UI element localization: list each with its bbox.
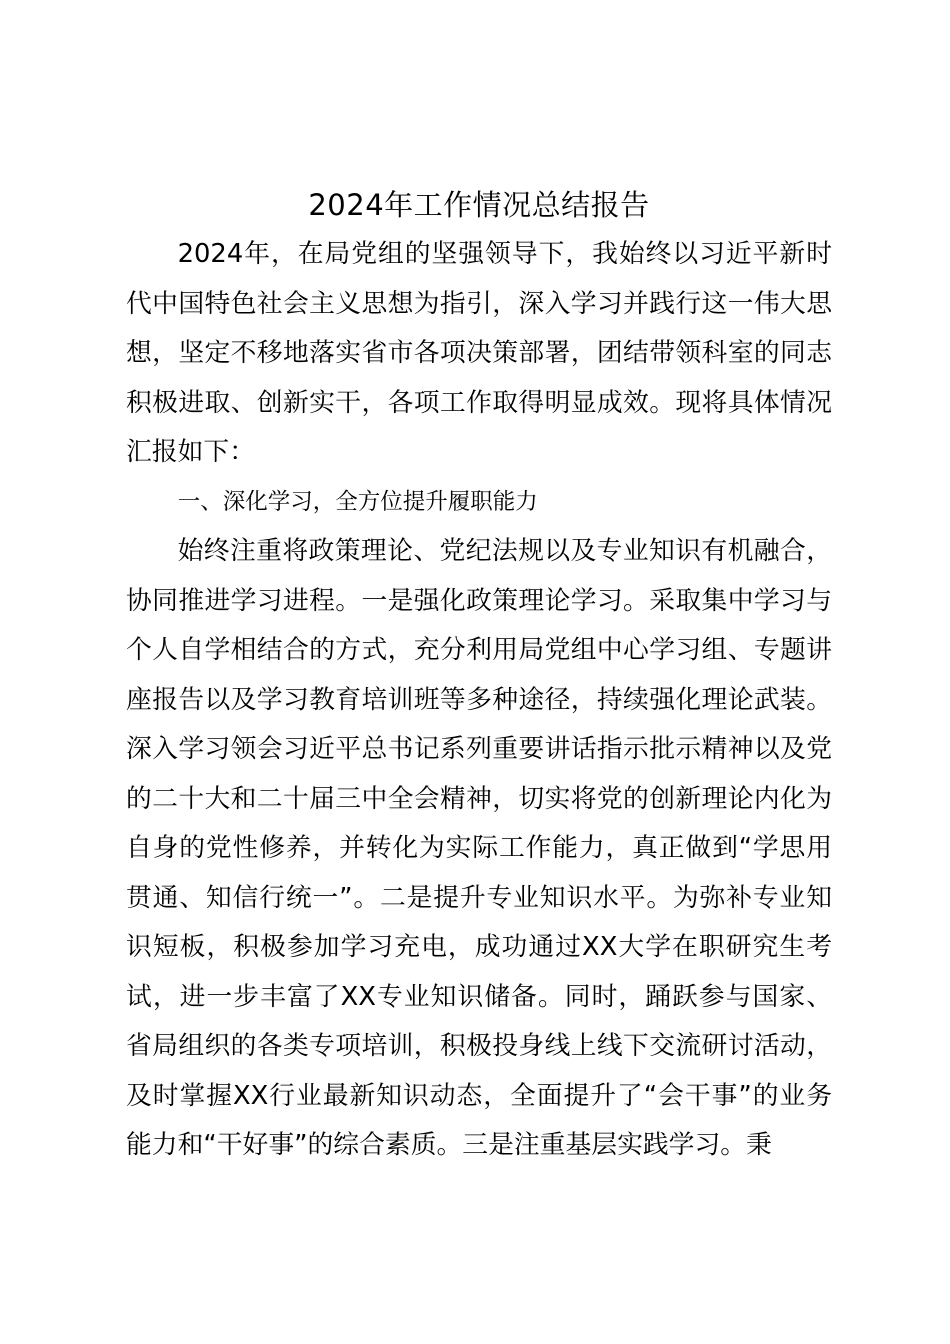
intro-paragraph: 2024年，在局党组的坚强领导下，我始终以习近平新时代中国特色社会主义思想为指引，深入学习并践行这一伟大思想，坚定不移地落实省市各项决策部署，团结带领科室的同志积极进取、创新实干，各项工作取得明显成效。现将具体情况汇报如下：: [126, 239, 832, 467]
section-heading-1: 一、深化学习，全方位提升履职能力: [177, 488, 538, 515]
document-page: [126, 180, 832, 1171]
section-body-1: 始终注重将政策理论、党纪法规以及专业知识有机融合，协同推进学习进程。一是强化政策理论学习。采取集中学习与个人自学相结合的方式，充分利用局党组中心学习组、专题讲座报告以及学习教育培训班等多种途径，持续强化理论武装。深入学习领会习近平总书记系列重要讲话指示批示精神以及党的二十大和二十届三中全会精神，切实将党的创新理论内化为自身的党性修养，并转化为实际工作能力，真正做到“学思用贯通、知信行统一”。二是提升专业知识水平。为弥补专业知识短板，积极参加学习充电，成功通过XX大学在职研究生考试，进一步丰富了XX专业知识储备。同时，踊跃参与国家、省局组织的各类专项培训，积极投身线上线下交流研讨活动，及时掌握XX行业最新知识动态，全面提升了“会干事”的业务能力和“干好事”的综合素质。三是注重基层实践学习。秉: [126, 536, 832, 1160]
document-title: 2024年工作情况总结报告: [308, 188, 650, 222]
